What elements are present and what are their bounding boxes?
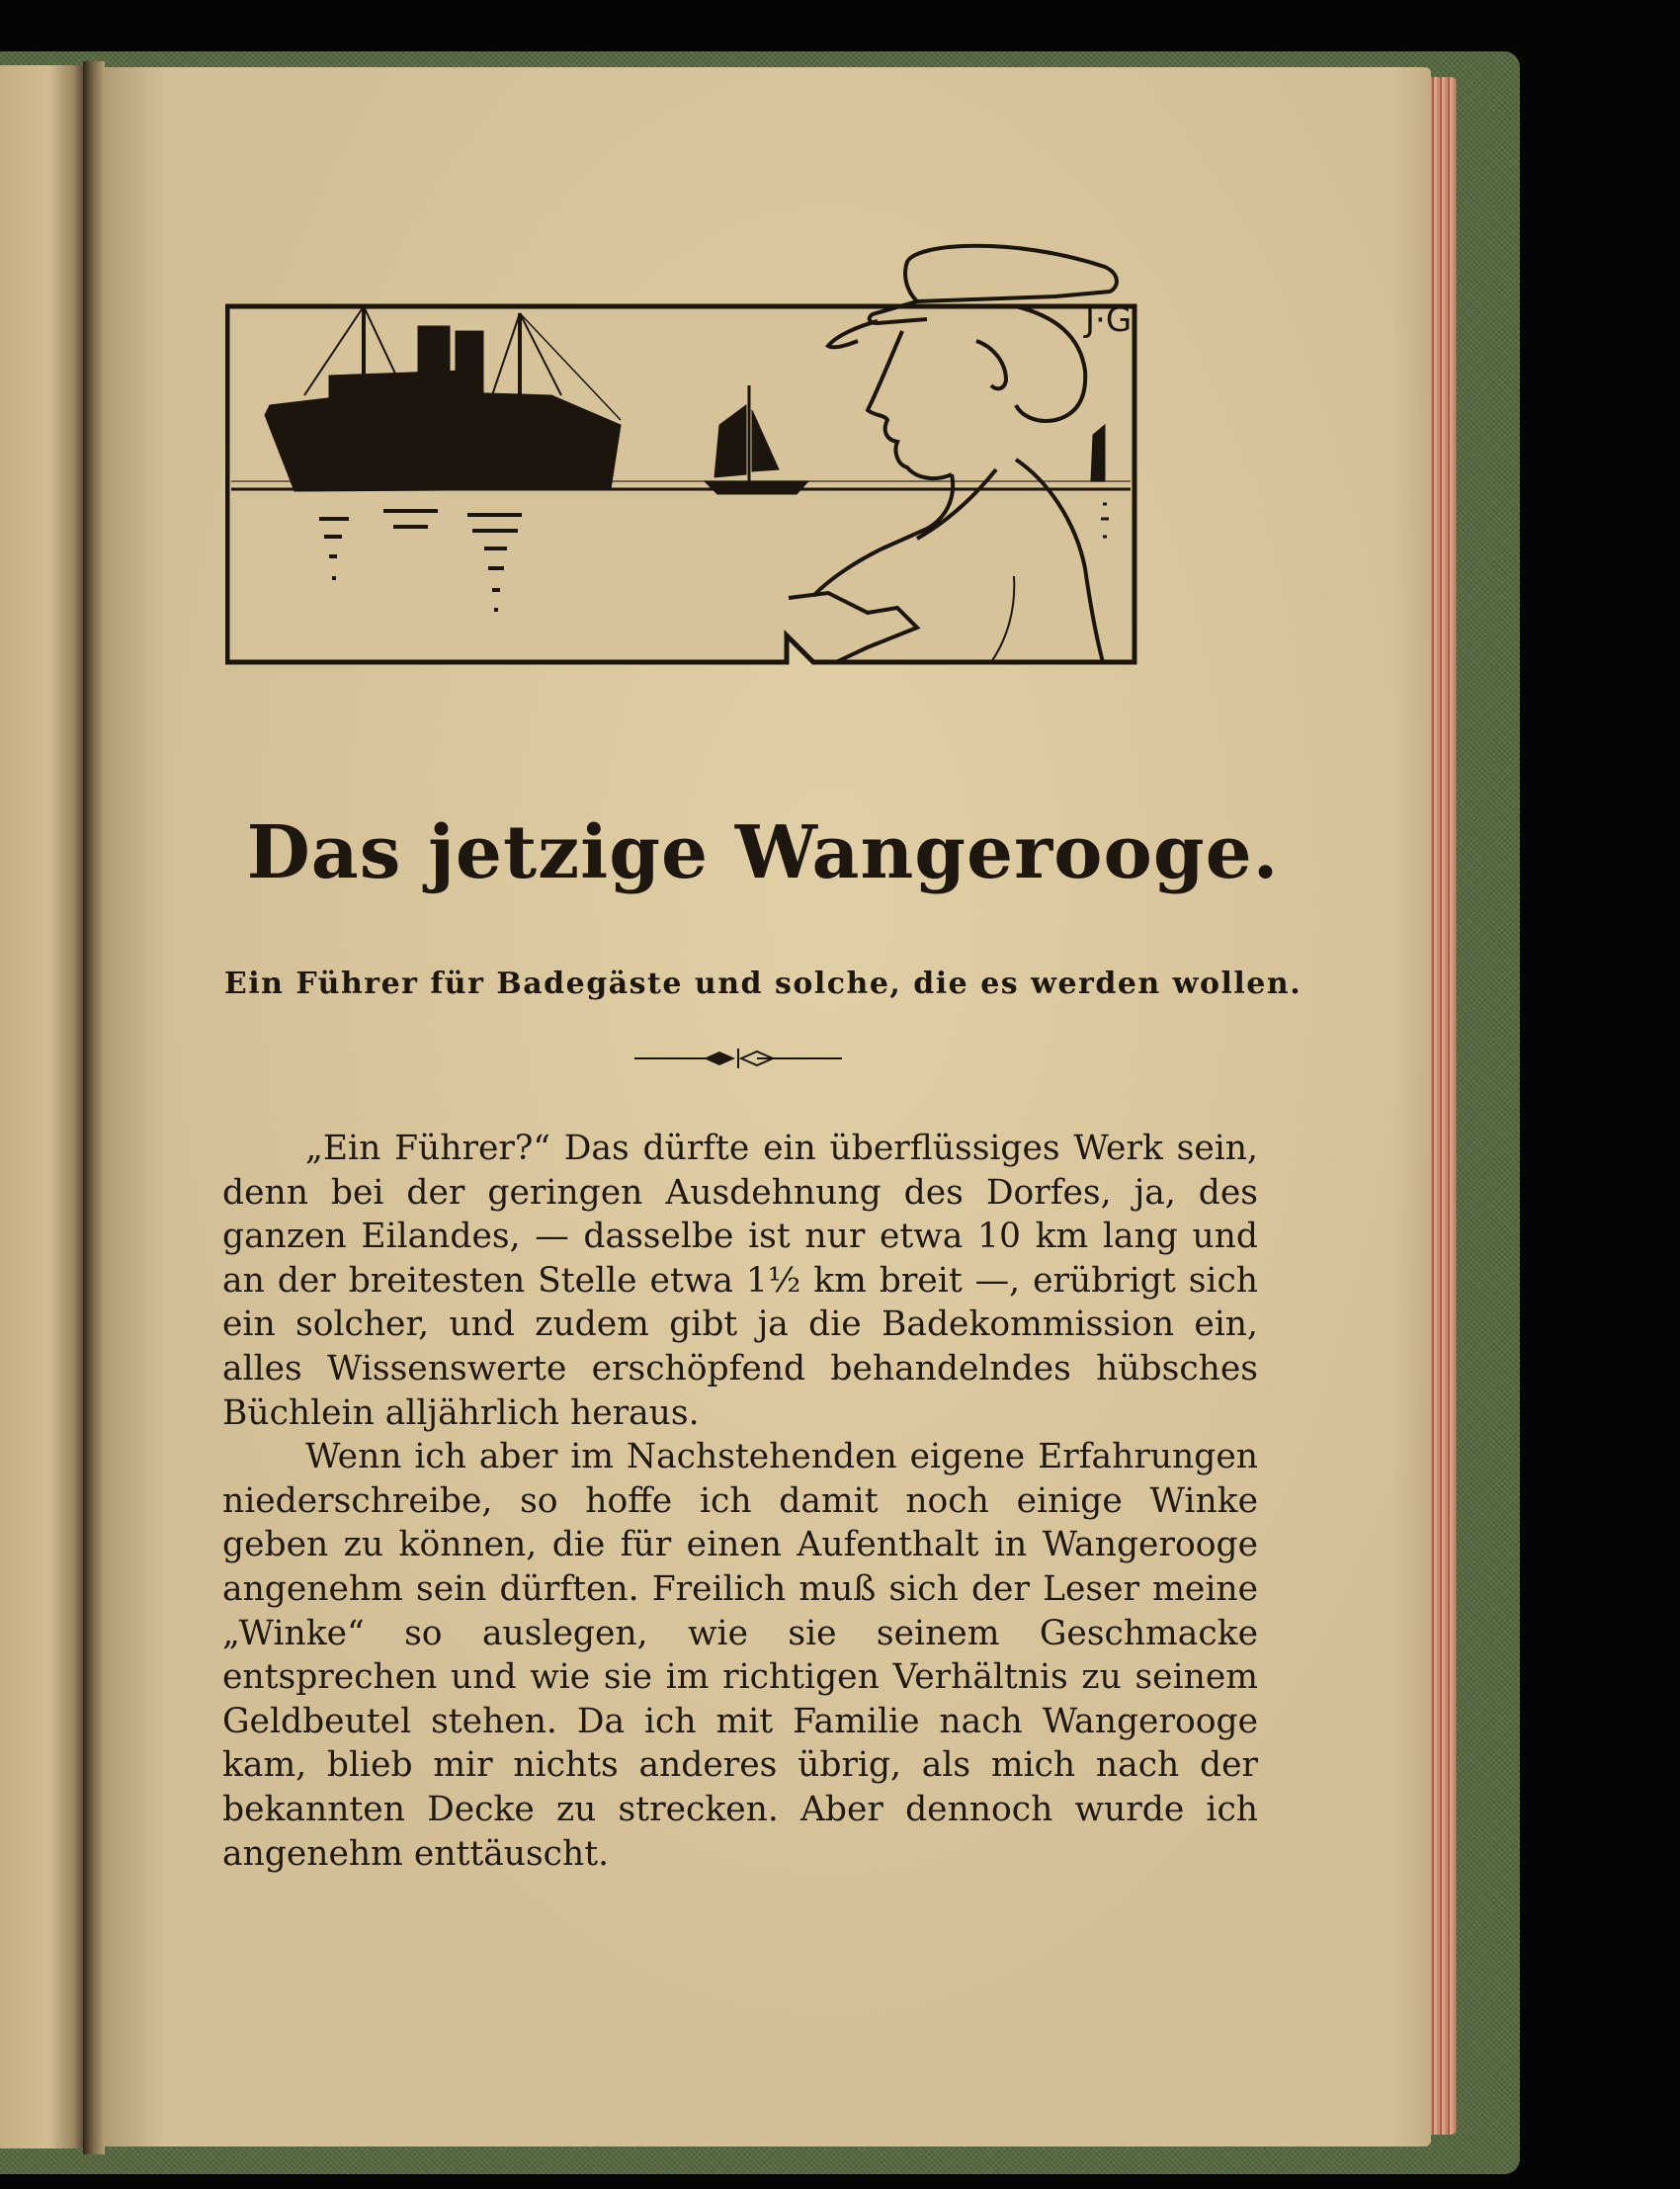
body-text <box>222 1127 1258 1876</box>
decorative-divider-icon <box>632 1043 845 1072</box>
paragraph: Wenn ich aber im Nachstehenden eigene Erfahrungen niederschreibe, so hoffe ich damit noch einige Winke geben zu können, die für einen Aufenthalt in Wangerooge angenehm sein dürften. Freilich muß sich der Leser meine „Winke“ so auslegen, wie sie seinem Geschmacke entsprechen und wie sie im richtigen Verhältnis zu seinem Geldbeutel stehen. Da ich mit Familie nach Wangerooge kam, blieb mir nichts anderes übrig, als mich nach der bekannten Decke zu strecken. Aber dennoch wurde ich angenehm enttäuscht. <box>222 1437 1258 1874</box>
page-subtitle: Ein Führer für Badegäste und solche, die es werden wollen. <box>223 967 1302 1001</box>
ship-and-sailor-illustration <box>225 222 1238 672</box>
monogram: J·G <box>1085 300 1133 340</box>
paragraph: „Ein Führer?“ Das dürfte ein überflüssiges Werk sein, denn bei der geringen Ausdehnung des Dorfes, ja, des ganzen Eilandes, — dasselbe ist nur etwa 10 km lang und an der breitesten Stelle etwa 1½ km breit —, erübrigt sich ein solcher, und zudem gibt ja die Badekommission ein, alles Wissenswerte erschöpfend behandelndes hübsches Büchlein alljährlich heraus. <box>222 1129 1258 1433</box>
page-title: Das jetzige Wangerooge. <box>246 810 1280 895</box>
book-gutter <box>83 61 105 2154</box>
facing-page <box>0 65 87 2148</box>
